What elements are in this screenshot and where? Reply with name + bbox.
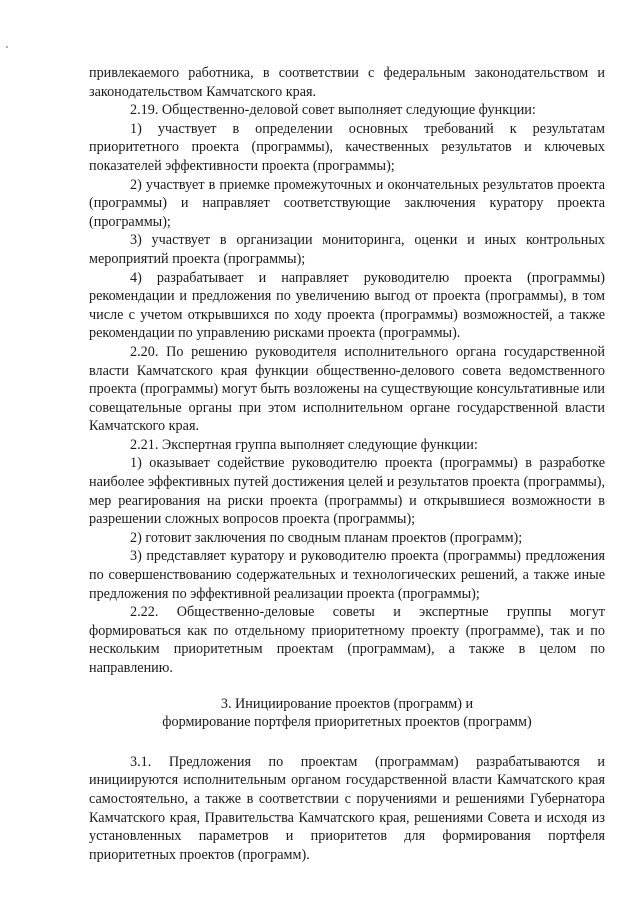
paragraph-2-22: 2.22. Общественно-деловые советы и экспертные группы могут формироваться как по отдельному приоритетному проекту (программе), так и по нескольким приоритетным проектам (программам), а также в целом по направлению. [89, 604, 605, 676]
list-item-2-19-1: 1) участвует в определении основных требований к результатам приоритетного проекта (программы), качественных результатов и ключевых показателей эффективности проекта (программы); [89, 120, 605, 174]
list-item-2-21-3: 3) представляет куратору и руководителю проекта (программы) предложения по совершенствованию содержательных и технологических решений, а также иные предложения по эффективной реализации проекта (программы); [89, 548, 605, 602]
section-heading-line-2: формирование портфеля приоритетных проектов (программ) [162, 714, 532, 731]
scan-speck [6, 46, 8, 48]
paragraph-3-1: 3.1. Предложения по проектам (программам) разрабатываются и инициируются исполнительным органом государственной власти Камчатского края самостоятельно, а также в соответствии с поручениями и решениями Губернатора Камчатского края, Правительства Камчатского края, решениями Совета и исходя из установленных параметров и приоритетов для формирования портфеля приоритетных проектов (программ). [89, 753, 605, 863]
list-item-2-19-2: 2) участвует в приемке промежуточных и окончательных результатов проекта (программы) и направляет соответствующие заключения куратору проекта (программы); [89, 176, 605, 230]
spacer [89, 732, 605, 753]
section-heading-line-1: 3. Инициирование проектов (программ) и [220, 695, 474, 712]
list-item-2-21-1: 1) оказывает содействие руководителю проекта (программы) в разработке наиболее эффективных путей достижения целей и результатов проекта (программы), мер реагирования на риски проекта (программы) и открывшиеся возможности в разрешении сложных вопросов проекта (программы); [89, 455, 605, 528]
list-item-2-19-4: 4) разрабатывает и направляет руководителю проекта (программы) рекомендации и предложения по увеличению выгод от проекта (программы), в том числе с учетом открывшихся по ходу проекта (программы) возможностей, а также рекомендации по управлению рисками проекта (программы). [89, 269, 605, 342]
list-item-2-19-3: 3) участвует в организации мониторинга, оценки и иных контрольных мероприятий проекта (программы); [89, 232, 605, 267]
spacer [89, 678, 605, 695]
paragraph-2-21: 2.21. Экспертная группа выполняет следующие функции: [130, 436, 478, 453]
paragraph-2-19: 2.19. Общественно-деловой совет выполняет следующие функции: [130, 102, 536, 119]
paragraph-2-20: 2.20. По решению руководителя исполнительного органа государственной власти Камчатского края функции общественно-делового совета ведомственного проекта (программы) могут быть возложены на существующие консультативные или совещательные органы при этом исполнительном органе государственной власти Камчатского края. [89, 343, 605, 435]
document-page [89, 64, 605, 864]
list-item-2-21-2: 2) готовит заключения по сводным планам проектов (программ); [130, 529, 523, 546]
paragraph-continuation: привлекаемого работника, в соответствии с федеральным законодательством и законодательством Камчатского края. [89, 65, 605, 100]
